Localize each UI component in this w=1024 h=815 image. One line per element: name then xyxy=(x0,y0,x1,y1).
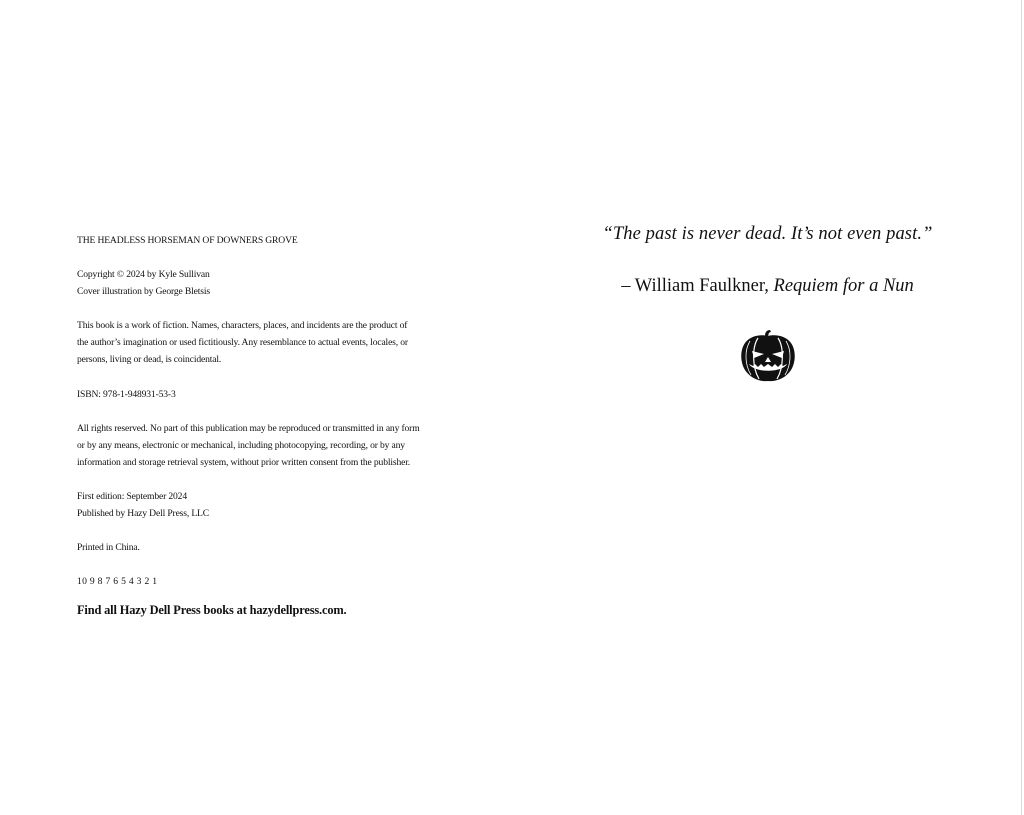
jack-o-lantern-icon xyxy=(740,329,796,383)
attribution-author: – William Faulkner, xyxy=(621,276,774,296)
edition-line: First edition: September 2024 xyxy=(77,491,187,502)
epigraph-quote: “The past is never dead. It’s not even past.” xyxy=(602,224,933,244)
epigraph-attribution xyxy=(560,276,975,297)
attribution-work-title: Requiem for a Nun xyxy=(773,276,914,296)
cover-illustration-credit: Cover illustration by George Bletsis xyxy=(77,286,210,297)
fiction-disclaimer-line: This book is a work of fiction. Names, characters, places, and incidents are the product of xyxy=(77,320,408,331)
copyright-line: Copyright © 2024 by Kyle Sullivan xyxy=(77,269,210,280)
fiction-disclaimer-line: the author’s imagination or used fictitiously. Any resemblance to actual events, locales, or xyxy=(77,337,408,348)
printing-number-line: 10 9 8 7 6 5 4 3 2 1 xyxy=(77,576,158,587)
rights-notice-line: or by any means, electronic or mechanical, including photocopying, recording, or by any xyxy=(77,440,405,451)
publisher-website-line: Find all Hazy Dell Press books at hazydellpress.com. xyxy=(77,603,347,617)
printed-in-line: Printed in China. xyxy=(77,542,140,553)
fiction-disclaimer-line: persons, living or dead, is coincidental. xyxy=(77,354,222,365)
isbn: ISBN: 978-1-948931-53-3 xyxy=(77,389,176,400)
rights-notice-line: information and storage retrieval system, without prior written consent from the publisher. xyxy=(77,457,410,468)
book-title: THE HEADLESS HORSEMAN OF DOWNERS GROVE xyxy=(77,235,298,246)
publisher-line: Published by Hazy Dell Press, LLC xyxy=(77,508,210,519)
rights-notice-line: All rights reserved. No part of this publication may be reproduced or transmitted in any form xyxy=(77,423,420,434)
page-edge-divider xyxy=(1021,0,1022,815)
